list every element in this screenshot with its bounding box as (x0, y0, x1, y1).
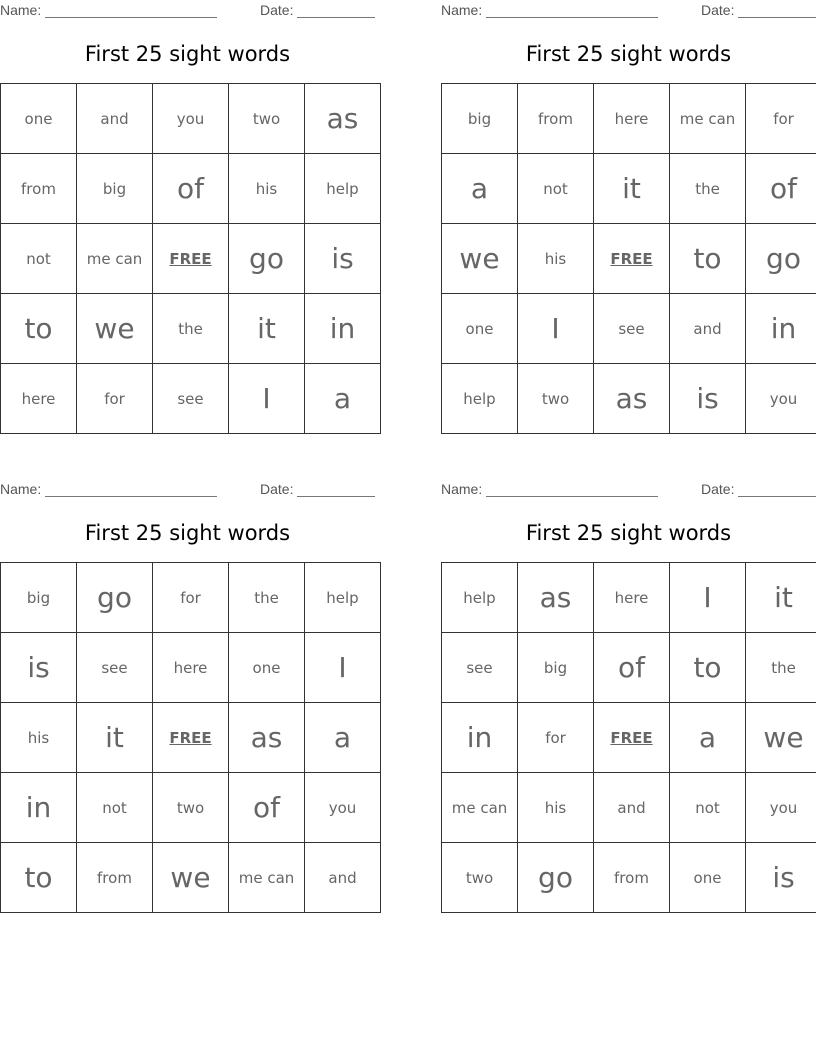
word-cell: see (442, 633, 518, 703)
bingo-grid (0, 83, 381, 434)
word-cell: for (518, 703, 594, 773)
word-cell: two (518, 364, 594, 434)
word-cell: big (1, 563, 77, 633)
word-cell: one (1, 84, 77, 154)
name-blank-line (486, 17, 658, 18)
word-cell: you (746, 773, 816, 843)
grid-row (442, 84, 816, 154)
word-cell: of (153, 154, 229, 224)
date-label: Date: (701, 2, 735, 18)
date-blank-line (297, 496, 375, 497)
bingo-card-1 (0, 0, 375, 415)
word-cell: in (442, 703, 518, 773)
grid-row (442, 294, 816, 364)
card-title: First 25 sight words (84, 42, 291, 66)
grid-row (442, 843, 816, 913)
word-cell: as (229, 703, 305, 773)
word-cell: help (305, 154, 381, 224)
grid-row (442, 154, 816, 224)
word-cell: you (746, 364, 816, 434)
word-cell: you (305, 773, 381, 843)
word-cell: the (153, 294, 229, 364)
word-cell: me can (442, 773, 518, 843)
grid-row (1, 563, 381, 633)
name-date-header (0, 479, 375, 499)
word-cell: it (229, 294, 305, 364)
word-cell: I (518, 294, 594, 364)
word-cell: in (746, 294, 816, 364)
word-cell: big (442, 84, 518, 154)
word-cell: as (518, 563, 594, 633)
grid-row (1, 294, 381, 364)
word-cell: to (1, 294, 77, 364)
word-cell: from (1, 154, 77, 224)
word-cell: and (594, 773, 670, 843)
word-cell: to (670, 633, 746, 703)
free-cell: FREE (594, 703, 670, 773)
word-cell: the (229, 563, 305, 633)
grid-row (1, 224, 381, 294)
word-cell: me can (670, 84, 746, 154)
grid-row (1, 703, 381, 773)
word-cell: the (746, 633, 816, 703)
word-cell: not (77, 773, 153, 843)
word-cell: we (153, 843, 229, 913)
word-cell: the (670, 154, 746, 224)
word-cell: a (442, 154, 518, 224)
card-title: First 25 sight words (525, 521, 732, 545)
word-cell: his (518, 224, 594, 294)
word-cell: you (153, 84, 229, 154)
name-label: Name: (441, 481, 483, 497)
word-cell: I (670, 563, 746, 633)
word-cell: two (229, 84, 305, 154)
word-cell: from (594, 843, 670, 913)
word-cell: one (229, 633, 305, 703)
word-cell: we (746, 703, 816, 773)
word-cell: in (1, 773, 77, 843)
word-cell: of (746, 154, 816, 224)
card-title: First 25 sight words (525, 42, 732, 66)
word-cell: as (594, 364, 670, 434)
word-cell: his (229, 154, 305, 224)
word-cell: it (594, 154, 670, 224)
bingo-card-2 (441, 0, 816, 415)
word-cell: a (305, 364, 381, 434)
grid-row (442, 224, 816, 294)
word-cell: from (77, 843, 153, 913)
name-date-header (441, 0, 816, 20)
word-cell: as (305, 84, 381, 154)
word-cell: we (77, 294, 153, 364)
word-cell: for (746, 84, 816, 154)
word-cell: one (442, 294, 518, 364)
word-cell: to (670, 224, 746, 294)
word-cell: for (153, 563, 229, 633)
word-cell: not (1, 224, 77, 294)
word-cell: not (670, 773, 746, 843)
word-cell: a (305, 703, 381, 773)
word-cell: of (594, 633, 670, 703)
name-blank-line (45, 496, 217, 497)
word-cell: see (153, 364, 229, 434)
word-cell: is (670, 364, 746, 434)
word-cell: one (670, 843, 746, 913)
word-cell: help (442, 364, 518, 434)
word-cell: it (77, 703, 153, 773)
bingo-card-4 (441, 479, 816, 894)
word-cell: his (518, 773, 594, 843)
date-label: Date: (260, 2, 294, 18)
name-blank-line (486, 496, 658, 497)
name-label: Name: (441, 2, 483, 18)
word-cell: and (670, 294, 746, 364)
free-cell: FREE (153, 224, 229, 294)
grid-row (1, 843, 381, 913)
word-cell: two (153, 773, 229, 843)
word-cell: me can (229, 843, 305, 913)
card-title: First 25 sight words (84, 521, 291, 545)
word-cell: is (746, 843, 816, 913)
grid-row (1, 633, 381, 703)
word-cell: it (746, 563, 816, 633)
word-cell: in (305, 294, 381, 364)
word-cell: see (77, 633, 153, 703)
bingo-grid (0, 562, 381, 913)
word-cell: see (594, 294, 670, 364)
date-blank-line (738, 496, 816, 497)
word-cell: go (518, 843, 594, 913)
free-cell: FREE (594, 224, 670, 294)
word-cell: and (305, 843, 381, 913)
grid-row (442, 563, 816, 633)
word-cell: go (77, 563, 153, 633)
word-cell: here (1, 364, 77, 434)
word-cell: help (442, 563, 518, 633)
word-cell: a (670, 703, 746, 773)
date-label: Date: (260, 481, 294, 497)
grid-row (1, 84, 381, 154)
word-cell: from (518, 84, 594, 154)
word-cell: go (746, 224, 816, 294)
name-date-header (0, 0, 375, 20)
word-cell: and (77, 84, 153, 154)
bingo-card-3 (0, 479, 375, 894)
word-cell: big (518, 633, 594, 703)
word-cell: help (305, 563, 381, 633)
grid-row (1, 364, 381, 434)
free-cell: FREE (153, 703, 229, 773)
bingo-grid (441, 83, 816, 434)
word-cell: is (305, 224, 381, 294)
word-cell: here (594, 563, 670, 633)
grid-row (442, 703, 816, 773)
name-blank-line (45, 17, 217, 18)
word-cell: not (518, 154, 594, 224)
word-cell: I (229, 364, 305, 434)
word-cell: of (229, 773, 305, 843)
grid-row (442, 633, 816, 703)
word-cell: his (1, 703, 77, 773)
date-blank-line (738, 17, 816, 18)
word-cell: I (305, 633, 381, 703)
name-label: Name: (0, 2, 42, 18)
word-cell: two (442, 843, 518, 913)
word-cell: is (1, 633, 77, 703)
grid-row (1, 773, 381, 843)
grid-row (442, 364, 816, 434)
name-date-header (441, 479, 816, 499)
date-blank-line (297, 17, 375, 18)
word-cell: here (594, 84, 670, 154)
bingo-grid (441, 562, 816, 913)
grid-row (442, 773, 816, 843)
date-label: Date: (701, 481, 735, 497)
word-cell: go (229, 224, 305, 294)
grid-row (1, 154, 381, 224)
word-cell: big (77, 154, 153, 224)
name-label: Name: (0, 481, 42, 497)
word-cell: to (1, 843, 77, 913)
word-cell: here (153, 633, 229, 703)
word-cell: me can (77, 224, 153, 294)
word-cell: we (442, 224, 518, 294)
word-cell: for (77, 364, 153, 434)
